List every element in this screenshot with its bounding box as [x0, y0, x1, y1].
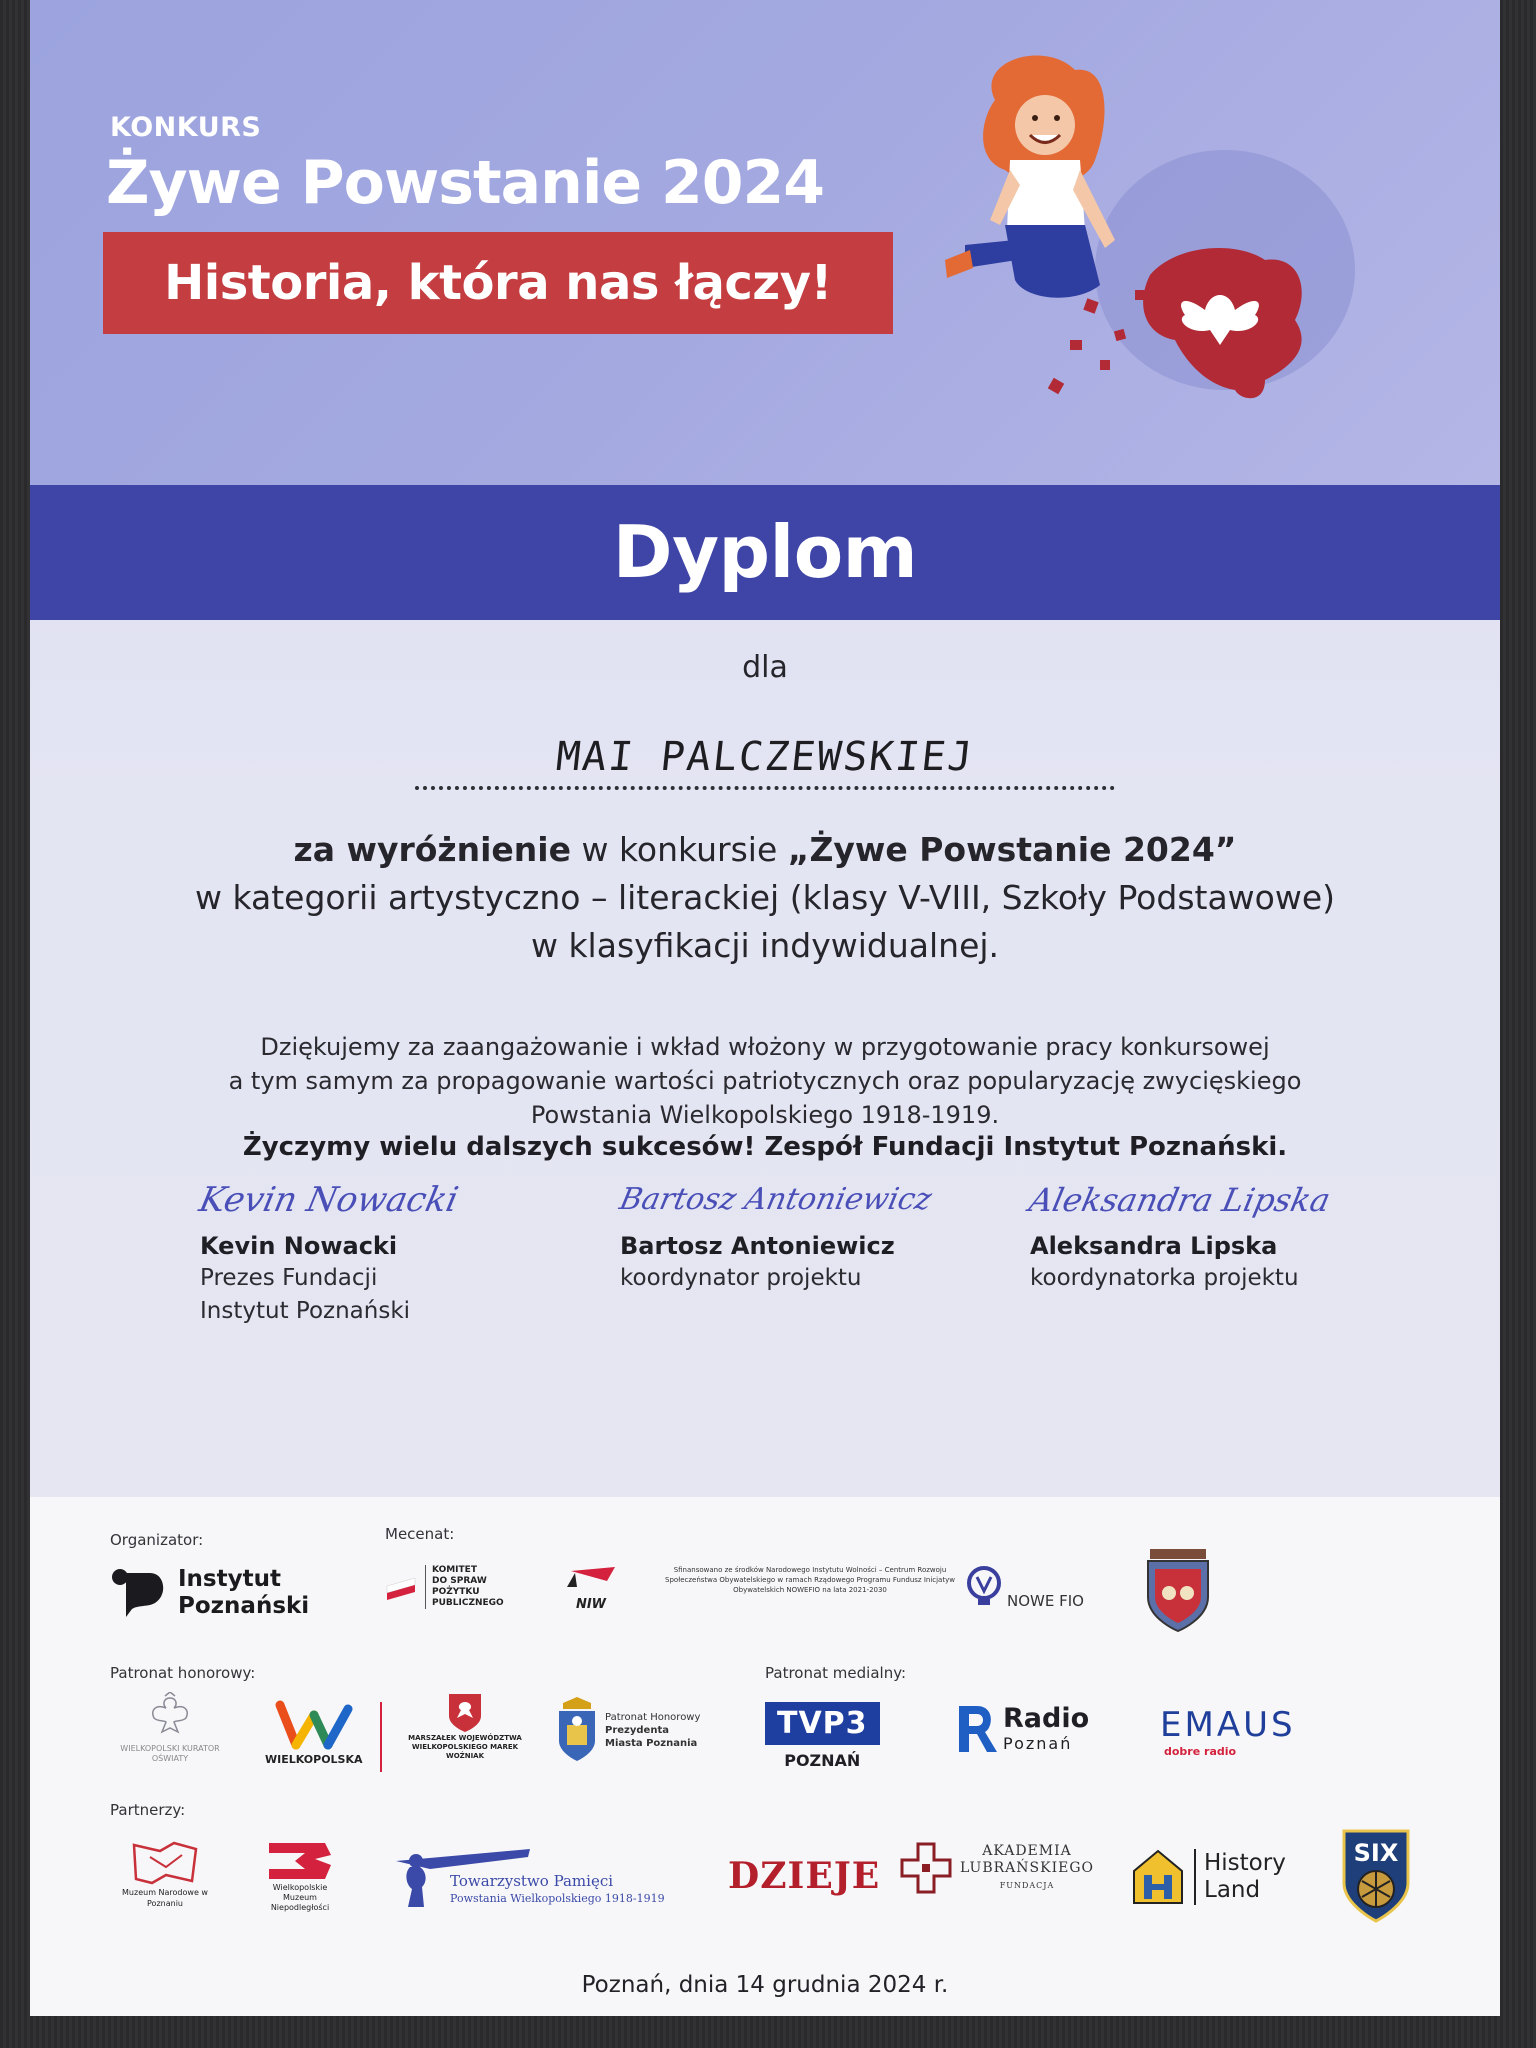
- poznan-coat-of-arms-icon: [555, 1697, 599, 1763]
- white-eagle-icon: [148, 1692, 192, 1744]
- signature-block-1: [195, 1170, 530, 1328]
- thanks-line-2: a tym samym za propagowanie wartości patriotycznych oraz popularyzację zwycięskiego: [228, 1067, 1302, 1095]
- coat-of-arms-icon: [1145, 1547, 1211, 1633]
- diploma-title: Dyplom: [612, 510, 918, 594]
- muzeum-niep-text: Wielkopolskie Muzeum Niepodległości: [270, 1883, 330, 1912]
- media-patronage-label: Patronat medialny:: [765, 1664, 907, 1682]
- komitet-line-3: POŻYTKU: [432, 1587, 480, 1597]
- lightbulb-icon: [965, 1565, 1003, 1611]
- award-contest-name: „Żywe Powstanie 2024”: [787, 830, 1237, 869]
- niw-logo: [565, 1567, 617, 1612]
- six-shield-icon: [1340, 1827, 1412, 1923]
- patron-label: Mecenat:: [385, 1525, 455, 1543]
- instytut-poznanski-logo: [110, 1565, 309, 1621]
- tvp3-subtext: POZNAŃ: [784, 1751, 861, 1770]
- muzeum-text: Muzeum Narodowe w Poznaniu: [122, 1888, 208, 1908]
- handwritten-signature: Aleksandra Lipska: [1025, 1181, 1334, 1219]
- wish-text: Życzymy wielu dalszych sukcesów! Zespół Fundacji Instytut Poznański.: [242, 1132, 1288, 1162]
- coat-of-arms-logo: [1145, 1547, 1211, 1633]
- issue-date: Poznań, dnia 14 grudnia 2024 r.: [581, 1972, 949, 1998]
- radio-r-icon: [955, 1702, 997, 1754]
- radio-subtext: Poznań: [1003, 1733, 1073, 1753]
- contest-kicker: KONKURS: [110, 112, 262, 143]
- signatory-name: Bartosz Antoniewicz: [620, 1232, 895, 1260]
- signature-block-2: [616, 1170, 980, 1295]
- prezydent-poznania-logo: [555, 1697, 700, 1763]
- towarzystwo-line-1: Towarzystwo Pamięci: [450, 1872, 614, 1890]
- funding-note: Sfinansowano ze środków Narodowego Instytutu Wolności – Centrum Rozwoju Społeczeństwa Obywatelskiego w ramach Rządowego Programu Fundusz Inicjatyw Obywatelskich NOWEFIO na lata 2021-2030: [665, 1566, 955, 1594]
- award-category: w kategorii artystyczno – literackiej (klasy V-VIII, Szkoły Podstawowe): [194, 878, 1336, 917]
- nowe-fio-text: NOWE FIO: [1007, 1592, 1084, 1610]
- marszalek-logo: [400, 1692, 530, 1761]
- akademia-line-1: AKADEMIA: [982, 1842, 1072, 1859]
- award-classification: w klasyfikacji indywidualnej.: [530, 926, 1000, 965]
- prezydent-line-3: Miasta Poznania: [605, 1737, 698, 1749]
- history-land-house-icon: [1130, 1847, 1186, 1907]
- wielkopolska-text: WIELKOPOLSKA: [265, 1753, 363, 1766]
- honorary-patronage-label: Patronat honorowy:: [110, 1664, 256, 1682]
- tvp3-text: TVP3: [765, 1702, 880, 1745]
- komitet-line-1: KOMITET: [432, 1565, 477, 1575]
- handwritten-signature: Bartosz Antoniewicz: [616, 1182, 935, 1217]
- girl-with-map-puzzle-illustration: [935, 40, 1355, 460]
- emaus-logo: [1160, 1705, 1296, 1758]
- emaus-subtext: dobre radio: [1164, 1745, 1237, 1758]
- award-line-1: [30, 826, 1500, 874]
- marszalek-text: MARSZAŁEK WOJEWÓDZTWA WIELKOPOLSKIEGO MAREK WOŹNIAK: [408, 1734, 522, 1760]
- prezydent-line-1: Patronat Honorowy: [605, 1711, 701, 1723]
- organizer-name-line-1: Instytut: [178, 1566, 281, 1592]
- prezydent-line-2: Prezydenta: [605, 1724, 669, 1736]
- organizer-label: Organizator:: [110, 1531, 204, 1549]
- signatory-name: Aleksandra Lipska: [1030, 1232, 1278, 1260]
- instytut-poznanski-icon: [110, 1565, 170, 1621]
- tvp3-logo: [765, 1702, 880, 1770]
- polish-flag-icon: [385, 1572, 419, 1602]
- dzieje-logo: [728, 1855, 880, 1897]
- signatory-role: Prezes Fundacji: [200, 1265, 378, 1291]
- diploma-sheet: [30, 0, 1500, 2016]
- award-connector: w konkursie: [571, 830, 788, 869]
- signature-block-3: [1025, 1170, 1390, 1295]
- partners-label: Partnerzy:: [110, 1801, 186, 1819]
- thanks-line-1: Dziękujemy za zaangażowanie i wkład włożony w przygotowanie pracy konkursowej: [260, 1033, 1270, 1061]
- kurator-text: WIELKOPOLSKI KURATOR OŚWIATY: [120, 1744, 220, 1763]
- diploma-title-band: [30, 485, 1500, 620]
- dzieje-text: DZIEJE: [728, 1855, 881, 1897]
- nowe-fio-logo: [965, 1565, 1084, 1611]
- contest-slogan: Historia, która nas łączy!: [103, 232, 893, 334]
- signatory-role: koordynatorka projektu: [1030, 1265, 1299, 1291]
- muzeum-niepodleglosci-logo: [250, 1839, 350, 1913]
- recipient-name: MAI PALCZEWSKIEJ: [553, 734, 977, 780]
- radio-poznan-logo: [955, 1702, 1089, 1754]
- six-text: SIX: [1353, 1839, 1399, 1867]
- akademia-line-2: LUBRAŃSKIEGO: [960, 1859, 1094, 1876]
- handwritten-signature: Kevin Nowacki: [195, 1180, 462, 1220]
- muzeum-narodowe-logo: [110, 1839, 220, 1909]
- signatory-organization: Instytut Poznański: [200, 1298, 411, 1324]
- organizer-name-line-2: Poznański: [178, 1593, 310, 1619]
- cross-emblem-icon: [900, 1842, 952, 1894]
- emaus-text: EMAUS: [1160, 1705, 1296, 1745]
- divider: [380, 1702, 382, 1772]
- diploma-header: [30, 0, 1500, 485]
- wielkopolska-logo: [265, 1697, 363, 1766]
- award-distinction: za wyróżnienie: [293, 830, 571, 869]
- recipient-name-line: [415, 734, 1115, 790]
- sponsor-strip: [30, 1497, 1500, 2016]
- towarzystwo-line-2: Powstania Wielkopolskiego 1918-1919: [450, 1892, 665, 1905]
- komitet-line-4: PUBLICZNEGO: [432, 1598, 504, 1608]
- radio-text: Radio: [1003, 1702, 1090, 1734]
- signatory-role: koordynator projektu: [620, 1265, 862, 1291]
- akademia-line-3: FUNDACJA: [999, 1880, 1055, 1890]
- kurator-oswiaty-logo: [110, 1692, 230, 1764]
- thanks-paragraph: [30, 1030, 1500, 1132]
- history-line-2: Land: [1204, 1877, 1261, 1903]
- museum-map-icon: [130, 1839, 200, 1887]
- award-text: [30, 826, 1500, 970]
- contest-title: Żywe Powstanie 2024: [106, 148, 824, 218]
- recipient-prefix: dla: [742, 650, 788, 685]
- museum-mark-icon: [265, 1839, 335, 1883]
- niw-text: NIW: [575, 1597, 607, 1612]
- history-line-1: History: [1204, 1850, 1286, 1876]
- komitet-line-2: DO SPRAW: [432, 1576, 487, 1586]
- wielkopolska-eagle-shield-icon: [447, 1692, 483, 1734]
- towarzystwo-pamieci-logo: [390, 1847, 665, 1909]
- komitet-logo: [385, 1565, 504, 1609]
- thanks-line-3: Powstania Wielkopolskiego 1918-1919.: [530, 1101, 1000, 1129]
- six-logo: [1340, 1827, 1412, 1923]
- signatory-name: Kevin Nowacki: [200, 1232, 398, 1260]
- wielkopolska-w-icon: [274, 1697, 354, 1753]
- niw-flag-icon: [565, 1567, 617, 1597]
- akademia-lubranskiego-logo: [900, 1842, 1094, 1894]
- history-land-logo: [1130, 1847, 1286, 1907]
